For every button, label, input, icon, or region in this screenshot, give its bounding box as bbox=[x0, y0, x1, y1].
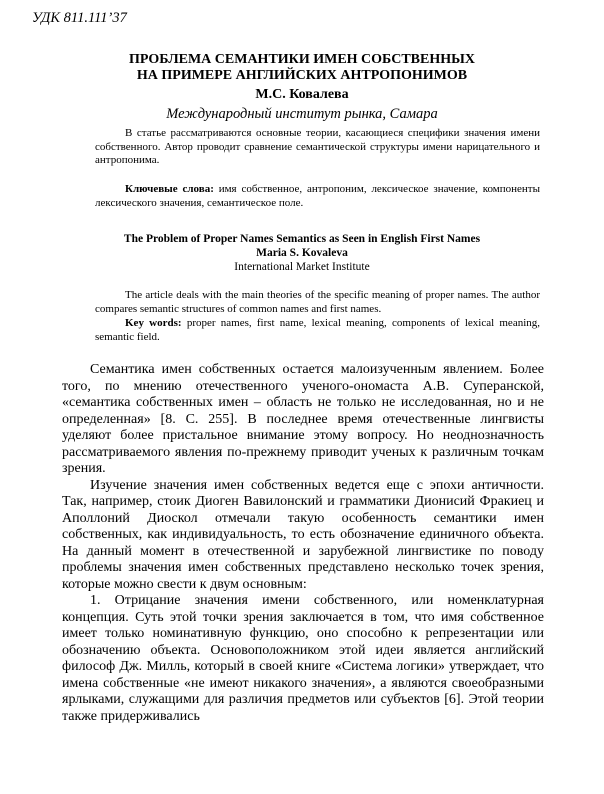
abstract-en bbox=[95, 289, 540, 316]
keywords-en-label: Key words: bbox=[125, 317, 182, 329]
keywords-ru bbox=[95, 183, 540, 210]
abstract-ru-text: В статье рассматриваются основные теории, касающиеся специфики значения имени собственного. Автор проводит сравнение семантической структуры имени нарицательного и антропонима. bbox=[95, 127, 540, 167]
abstract-ru bbox=[95, 127, 540, 168]
keywords-en-text: proper names, first name, lexical meaning, components of lexical meaning, semantic field. bbox=[95, 317, 541, 343]
body-paragraph-3: 1. Отрицание значения имени собственного, или номенклатурная концепция. Суть этой точки зрения заключается в том, что имя собственное имеет только номинативную функцию, оно способно к репрезентации или обозначению объекта. Основоположником этой идеи является английский философ Дж. Милль, который в своей книге «Система логики» утверждает, что имена собственные «не имеют никакого значения», а являются своеобразными ярлыками, служащими для различия предметов или субъектов [6]. Этой теории также придерживались bbox=[62, 593, 544, 724]
udk-code: УДК 811.111’37 bbox=[32, 10, 127, 26]
abstract-en-text: The article deals with the main theories of the specific meaning of proper names. The author compares semantic structures of common names and first names. bbox=[95, 289, 540, 315]
title-line-1: ПРОБЛЕМА СЕМАНТИКИ ИМЕН СОБСТВЕННЫХ bbox=[129, 52, 475, 67]
keywords-ru-label: Ключевые слова: bbox=[125, 183, 214, 195]
keywords-ru-text: имя собственное, антропоним, лексическое значение, компоненты лексического значения, семантическое поле. bbox=[95, 183, 540, 209]
body-text bbox=[62, 362, 544, 725]
title-line-2: НА ПРИМЕРЕ АНГЛИЙСКИХ АНТРОПОНИМОВ bbox=[136, 68, 468, 83]
keywords-en bbox=[95, 317, 540, 344]
english-author: Maria S. Kovaleva bbox=[256, 247, 348, 259]
body-paragraph-2: Изучение значения имен собственных ведется еще с эпохи античности. Так, например, стоик Диоген Вавилонский и грамматики Дионисий Фракиец и Аполлоний Диоскол отмечали такую особенность семантики имен собственных, как индивидуальность, то есть обозначение единичного объекта. На данный момент в отечественной и зарубежной лингвистике по поводу проблемы значения имен собственных представлено несколько точек зрения, которые можно свести к двум основным: bbox=[62, 477, 544, 592]
english-title: The Problem of Proper Names Semantics as Seen in English First Names bbox=[123, 233, 481, 245]
english-institution: International Market Institute bbox=[234, 261, 370, 273]
author-ru: М.С. Ковалева bbox=[255, 87, 349, 102]
body-paragraph-1: Семантика имен собственных остается малоизученным явлением. Более того, по мнению отечественного ученого-ономаста А.В. Суперанской, «семантика собственных имен – область не только не исследованная, но и не определенная» [8. С. 255]. В последнее время отечественные лингвисты уделяют более пристальное внимание этому вопросу. Но неоднозначность рассматриваемого явления по-прежнему приводит ученых к различным точкам зрения. bbox=[62, 362, 544, 476]
institution-ru: Международный институт рынка, Самара bbox=[166, 106, 438, 122]
